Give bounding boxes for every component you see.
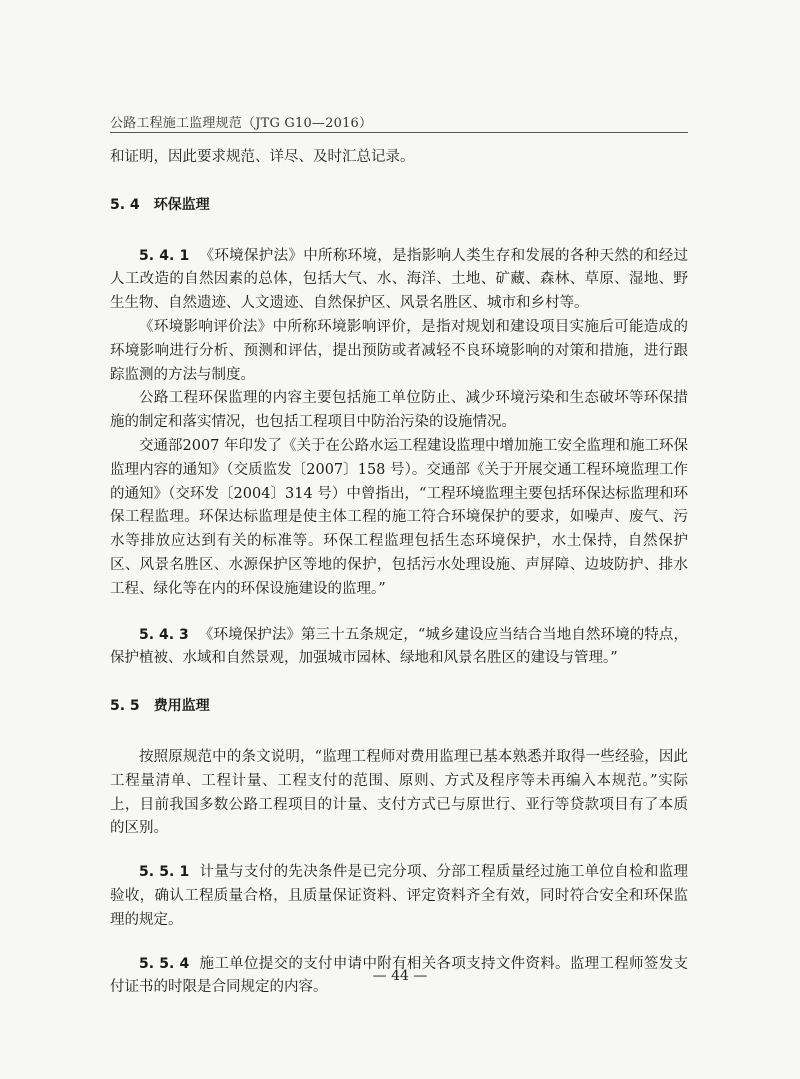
clause-number: 5. 5. 4 bbox=[139, 955, 190, 972]
clause-5-4-1-paragraph-3: 公路工程环保监理的内容主要包括施工单位防止、减少环境污染和生态破坏等环保措施的制定和落实情况，也包括工程项目中防治污染的设施情况。 bbox=[110, 390, 688, 431]
clause-number: 5. 4. 1 bbox=[139, 247, 190, 264]
clause-5-4-1-paragraph-4: 交通部2007 年印发了《关于在公路水运工程建设监理中增加施工安全监理和施工环保监理内容的通知》（交质监发〔2007〕158 号）。交通部《关于开展交通工程环境监理工作的通知》（交环发〔2004〕314 号）中曾指出，“工程环境监理主要包括环保达标监理和环保工程监理。环保达标监理是使主体工程的施工符合环境保护的要求，如噪声、废气、污水等排放应达到有关的标准等。环保工程监理包括生态环境保护，水土保持，自然保护区、风景名胜区、水源保护区等地的保护，包括污水处理设施、声屏障、边坡防护、排水工程、绿化等在内的环保设施建设的监理。” bbox=[110, 437, 689, 597]
paragraph-text: 施工单位提交的支付申请中附有相关各项支持文件资料。监理工程师签发支付证书的时限是合同规定的内容。 bbox=[110, 955, 688, 996]
section-heading-5-4 bbox=[110, 194, 688, 218]
clause-5-4-1-paragraph-1 bbox=[110, 245, 688, 316]
section-5-5-intro: 按照原规范中的条文说明，“监理工程师对费用监理已基本熟悉并取得一些经验，因此工程量清单、工程计量、工程支付的范围、原则、方式及程序等未再编入本规范。”实际上，目前我国多数公路工程项目的计量、支付方式已与原世行、亚行等贷款项目有了本质的区别。 bbox=[110, 748, 688, 837]
clause-5-4-1-paragraph-2: 《环境影响评价法》中所称环境影响评价，是指对规划和建设项目实施后可能造成的环境影响进行分析、预测和评估，提出预防或者减轻不良环境影响的对策和措施，进行跟踪监测的方法与制度。 bbox=[110, 318, 688, 383]
continued-paragraph: 和证明，因此要求规范、详尽、及时汇总记录。 bbox=[110, 149, 415, 165]
section-title: 费用监理 bbox=[153, 698, 210, 715]
section-heading-5-5 bbox=[110, 695, 688, 719]
page-content bbox=[110, 146, 688, 1000]
clause-number: 5. 4. 3 bbox=[139, 626, 189, 643]
page-number: — 44 — bbox=[372, 968, 428, 984]
clause-5-5-1 bbox=[110, 861, 688, 932]
header-rule bbox=[110, 132, 688, 133]
paragraph-text: 计量与支付的先决条件是已完分项、分部工程质量经过施工单位自检和监理验收，确认工程质量合格，且质量保证资料、评定资料齐全有效，同时符合安全和环保监理的规定。 bbox=[110, 864, 688, 928]
section-number: 5. 4 bbox=[110, 196, 140, 213]
section-title: 环保监理 bbox=[153, 196, 210, 213]
clause-number: 5. 5. 1 bbox=[139, 864, 190, 881]
clause-5-4-3 bbox=[110, 624, 688, 672]
running-header: 公路工程施工监理规范（JTG G10—2016） bbox=[110, 116, 373, 131]
paragraph-text: 《环境保护法》中所称环境，是指影响人类生存和发展的各种天然的和经过人工改造的自然因素的总体，包括大气、水、海洋、土地、矿藏、森林、草原、湿地、野生生物、自然遗迹、人文遗迹、自然保护区、风景名胜区、城市和乡村等。 bbox=[110, 247, 688, 312]
section-number: 5. 5 bbox=[110, 698, 140, 715]
paragraph-text: 《环境保护法》第三十五条规定，“城乡建设应当结合当地自然环境的特点，保护植被、水域和自然景观，加强城市园林、绿地和风景名胜区的建设与管理。” bbox=[110, 626, 688, 667]
